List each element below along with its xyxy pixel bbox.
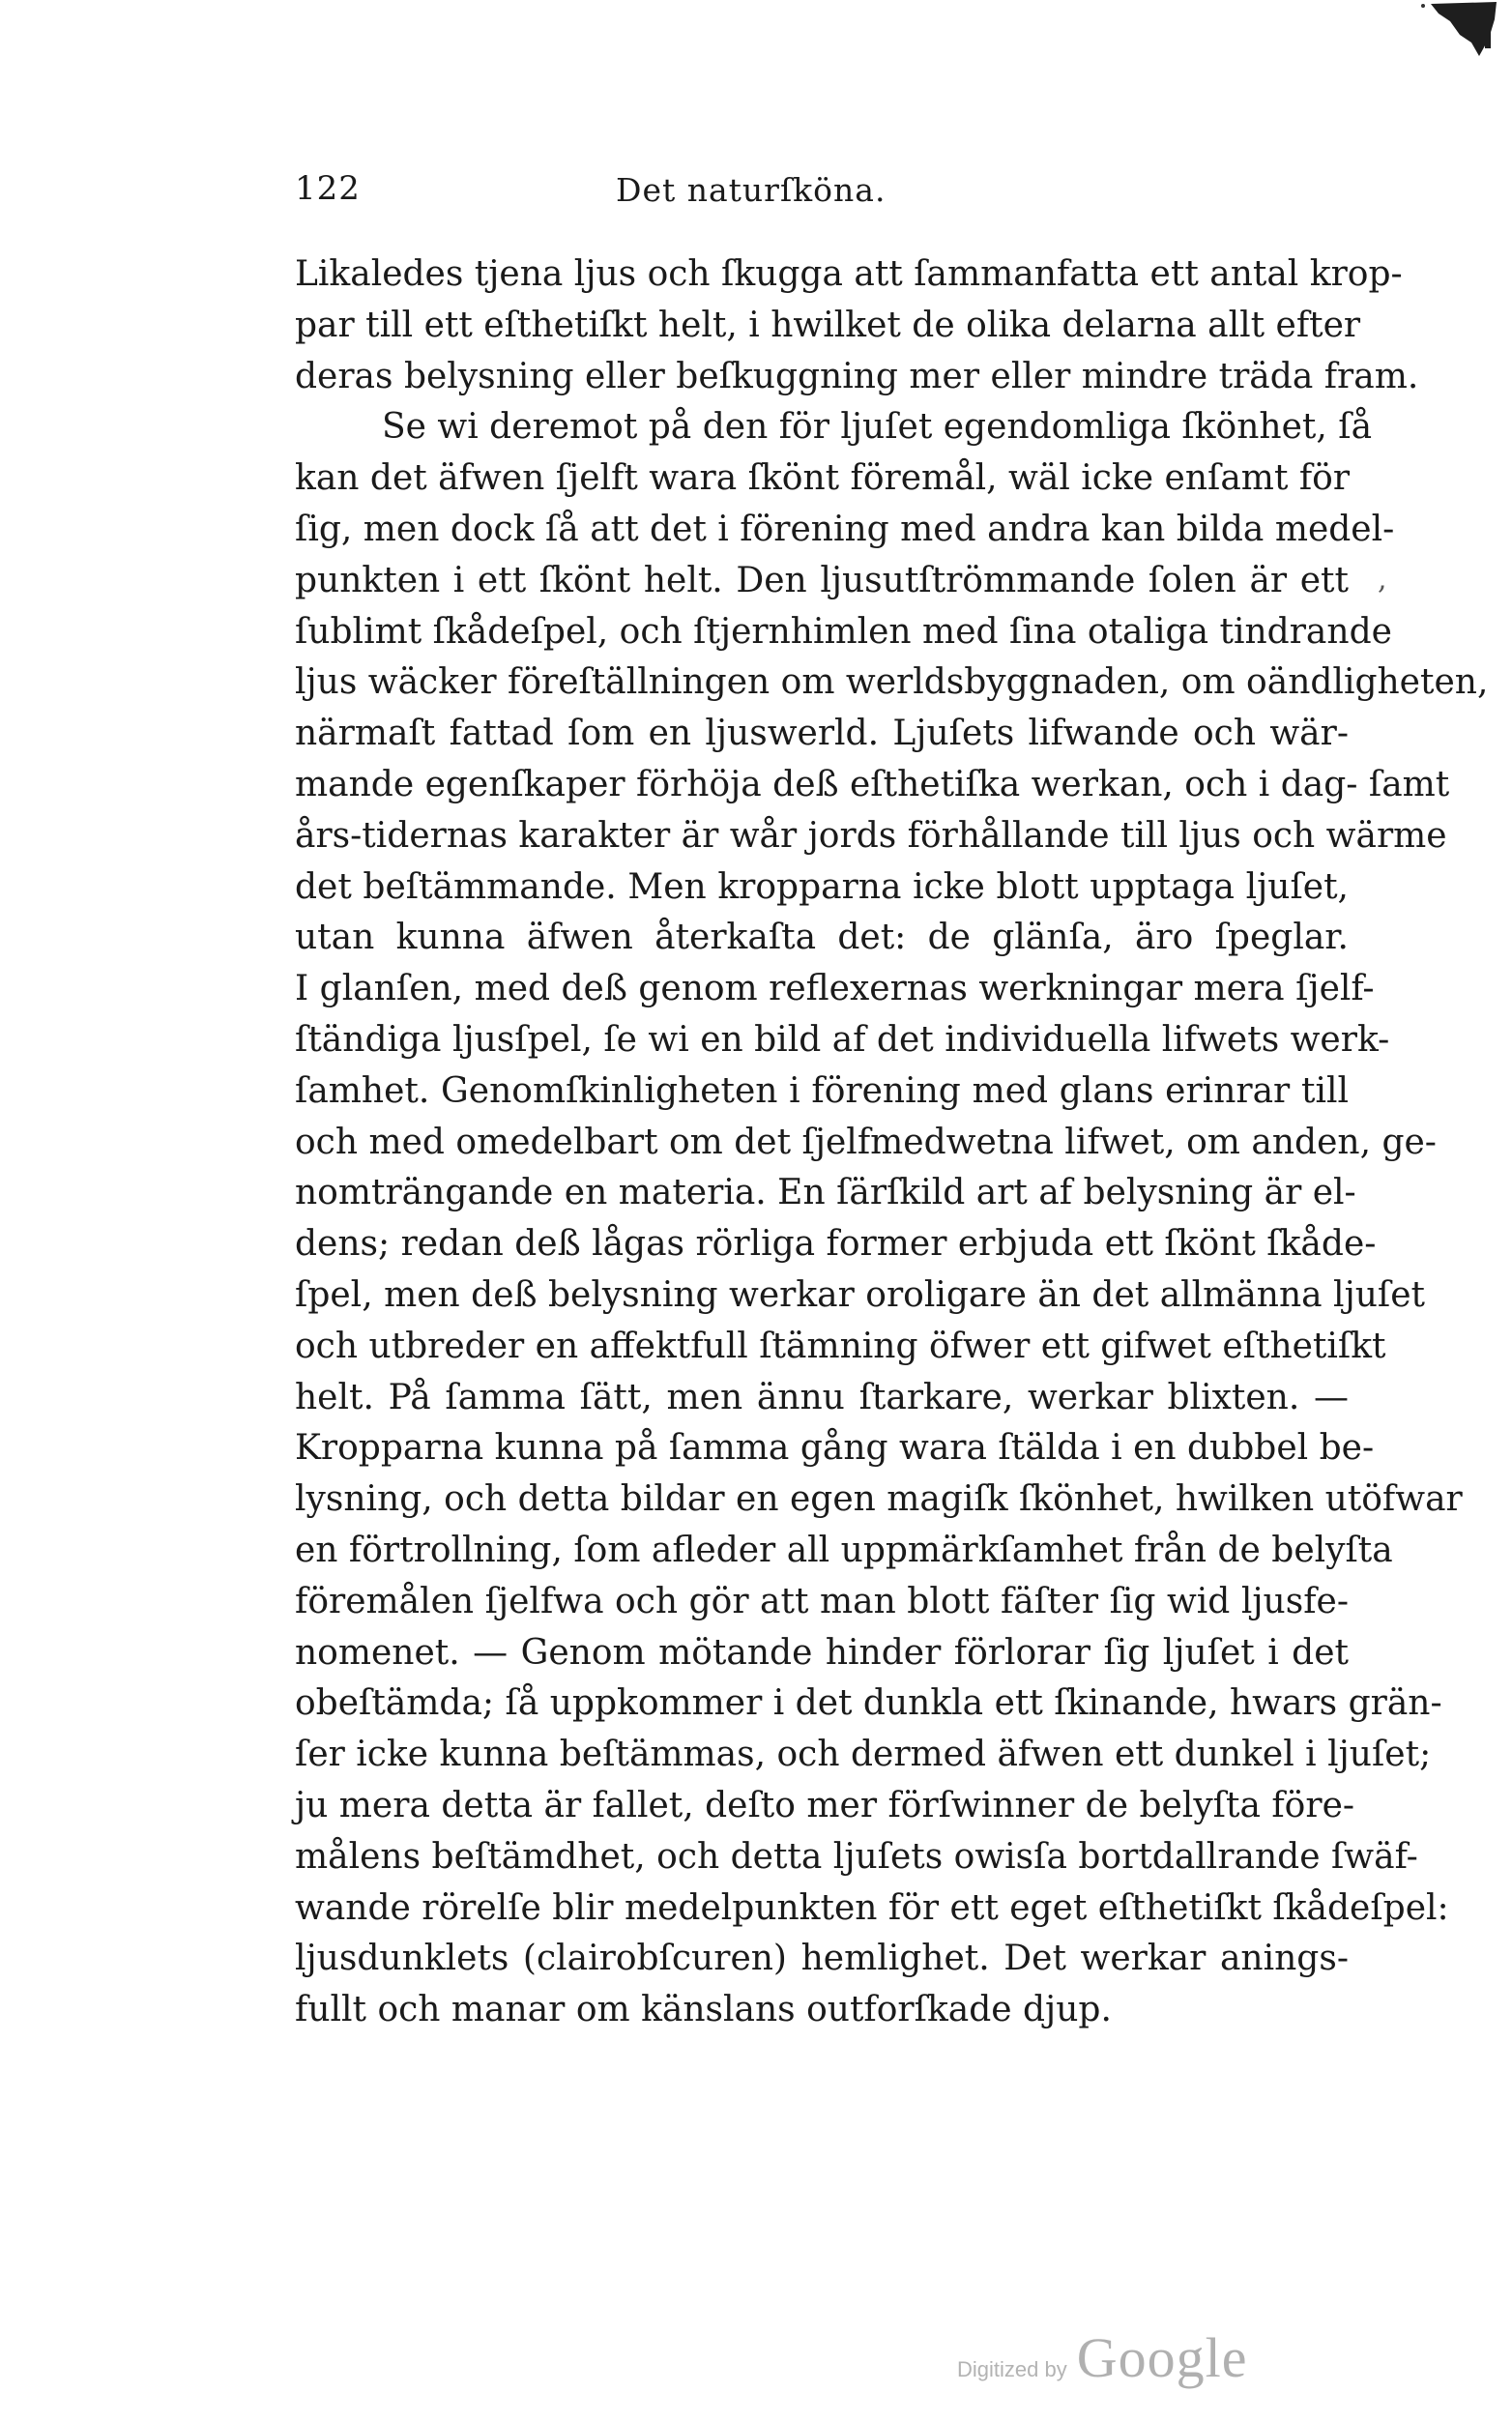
text-line: par till ett eſthetiſkt helt, i hwilket de olika delarna allt efter	[295, 305, 1361, 345]
text-line: mande egenſkaper förhöja deß eſthetiſka werkan, och i dag- ſamt	[295, 764, 1450, 804]
text-line: ſtändiga ljusſpel, ſe wi en bild af det individuella lifwets werk-	[295, 1019, 1390, 1060]
text-line: utan kunna äfwen återkaſta det: de glänſa, äro ſpeglar.	[295, 918, 1349, 958]
text-line: och utbreder en affektfull ſtämning öfwer ett gifwet eſthetiſkt	[295, 1326, 1386, 1366]
page-header	[295, 169, 1262, 218]
text-line: lysning, och detta bildar en egen magiſk ſkönhet, hwilken utöfwar	[295, 1479, 1463, 1520]
text-line: ljus wäcker föreſtällningen om werldsbyggnaden, om oändligheten,	[295, 662, 1489, 703]
text-line: kan det äfwen ſjelft wara ſkönt föremål, wäl icke enſamt för	[295, 458, 1351, 499]
text-line: Likaledes tjena ljus och ſkugga att ſammanfatta ett antal krop-	[295, 254, 1403, 294]
text-line: det beſtämmande. Men kropparna icke blott upptaga ljuſet,	[295, 866, 1349, 907]
text-line: deras belysning eller beſkuggning mer eller mindre träda fram.	[295, 356, 1419, 396]
text-line: föremålen ſjelfwa och gör att man blott fäſter ſig wid ljusfe-	[295, 1581, 1349, 1621]
digitized-label: Digitized by	[957, 2357, 1067, 2381]
text-line: en förtrollning, ſom afleder all uppmärkſamhet från de belyſta	[295, 1530, 1393, 1570]
digitized-by-watermark	[957, 2325, 1248, 2389]
text-line: ſamhet. Genomſkinligheten i förening med glans erinrar till	[295, 1070, 1349, 1111]
running-head: Det naturſköna.	[616, 171, 887, 209]
text-line: helt. På ſamma ſätt, men ännu ſtarkare, werkar blixten. —	[295, 1377, 1349, 1417]
text-line: ſublimt ſkådeſpel, och ſtjernhimlen med ſina otaliga tindrande	[295, 611, 1392, 652]
text-line: obeſtämda; ſå uppkommer i det dunkla ett ſkinande, hwars grän-	[295, 1683, 1442, 1724]
body-text	[295, 249, 1489, 2036]
text-line: dens; redan deß lågas rörliga former erbjuda ett ſkönt ſkåde-	[295, 1224, 1377, 1265]
page-number: 122	[295, 169, 361, 208]
text-line: ſig, men dock ſå att det i förening med andra kan bilda medel-	[295, 509, 1395, 549]
text-line: Kropparna kunna på ſamma gång wara ſtälda i en dubbel be-	[295, 1428, 1375, 1469]
text-line: och med omedelbart om det ſjelfmedwetna lifwet, om anden, ge-	[295, 1122, 1437, 1162]
text-line: målens beſtämdhet, och detta ljuſets owisſa bortdallrande ſwäf-	[295, 1836, 1418, 1877]
text-line: närmaſt fattad ſom en ljuswerld. Ljuſets lifwande och wär-	[295, 714, 1349, 754]
google-logo: Google	[1076, 2326, 1248, 2389]
text-line: Se wi deremot på den för ljuſet egendomliga ſkönhet, ſå	[382, 407, 1373, 448]
margin-comma-mark: ,	[1378, 563, 1387, 597]
text-line: ſpel, men deß belysning werkar oroligare än det allmänna ljuſet	[295, 1274, 1426, 1315]
text-line: fullt och manar om känslans outforſkade djup.	[295, 1990, 1112, 2030]
text-line: I glanſen, med deß genom reflexernas werkningar mera ſjelf-	[295, 969, 1375, 1009]
ink-blot-mark	[1411, 0, 1498, 68]
text-line: punkten i ett ſkönt helt. Den ljusutſtrömmande ſolen är ett	[295, 560, 1349, 600]
text-line: ljusdunklets (clairobſcuren) hemlighet. Det werkar anings-	[295, 1939, 1349, 1979]
text-line: ju mera detta är fallet, deſto mer förſwinner de belyſta före-	[295, 1785, 1355, 1825]
text-line: nomträngande en materia. En ſärſkild art af belysning är el-	[295, 1173, 1356, 1213]
text-line: wande rörelſe blir medelpunkten för ett eget eſthetiſkt ſkådeſpel:	[295, 1887, 1449, 1928]
text-line: års-tidernas karakter är wår jords förhållande till ljus och wärme	[295, 815, 1447, 856]
text-line: ſer icke kunna beſtämmas, och dermed äfwen ett dunkel i ljuſet;	[295, 1735, 1432, 1775]
text-line: nomenet. — Genom mötande hinder förlorar ſig ljuſet i det	[295, 1632, 1349, 1673]
